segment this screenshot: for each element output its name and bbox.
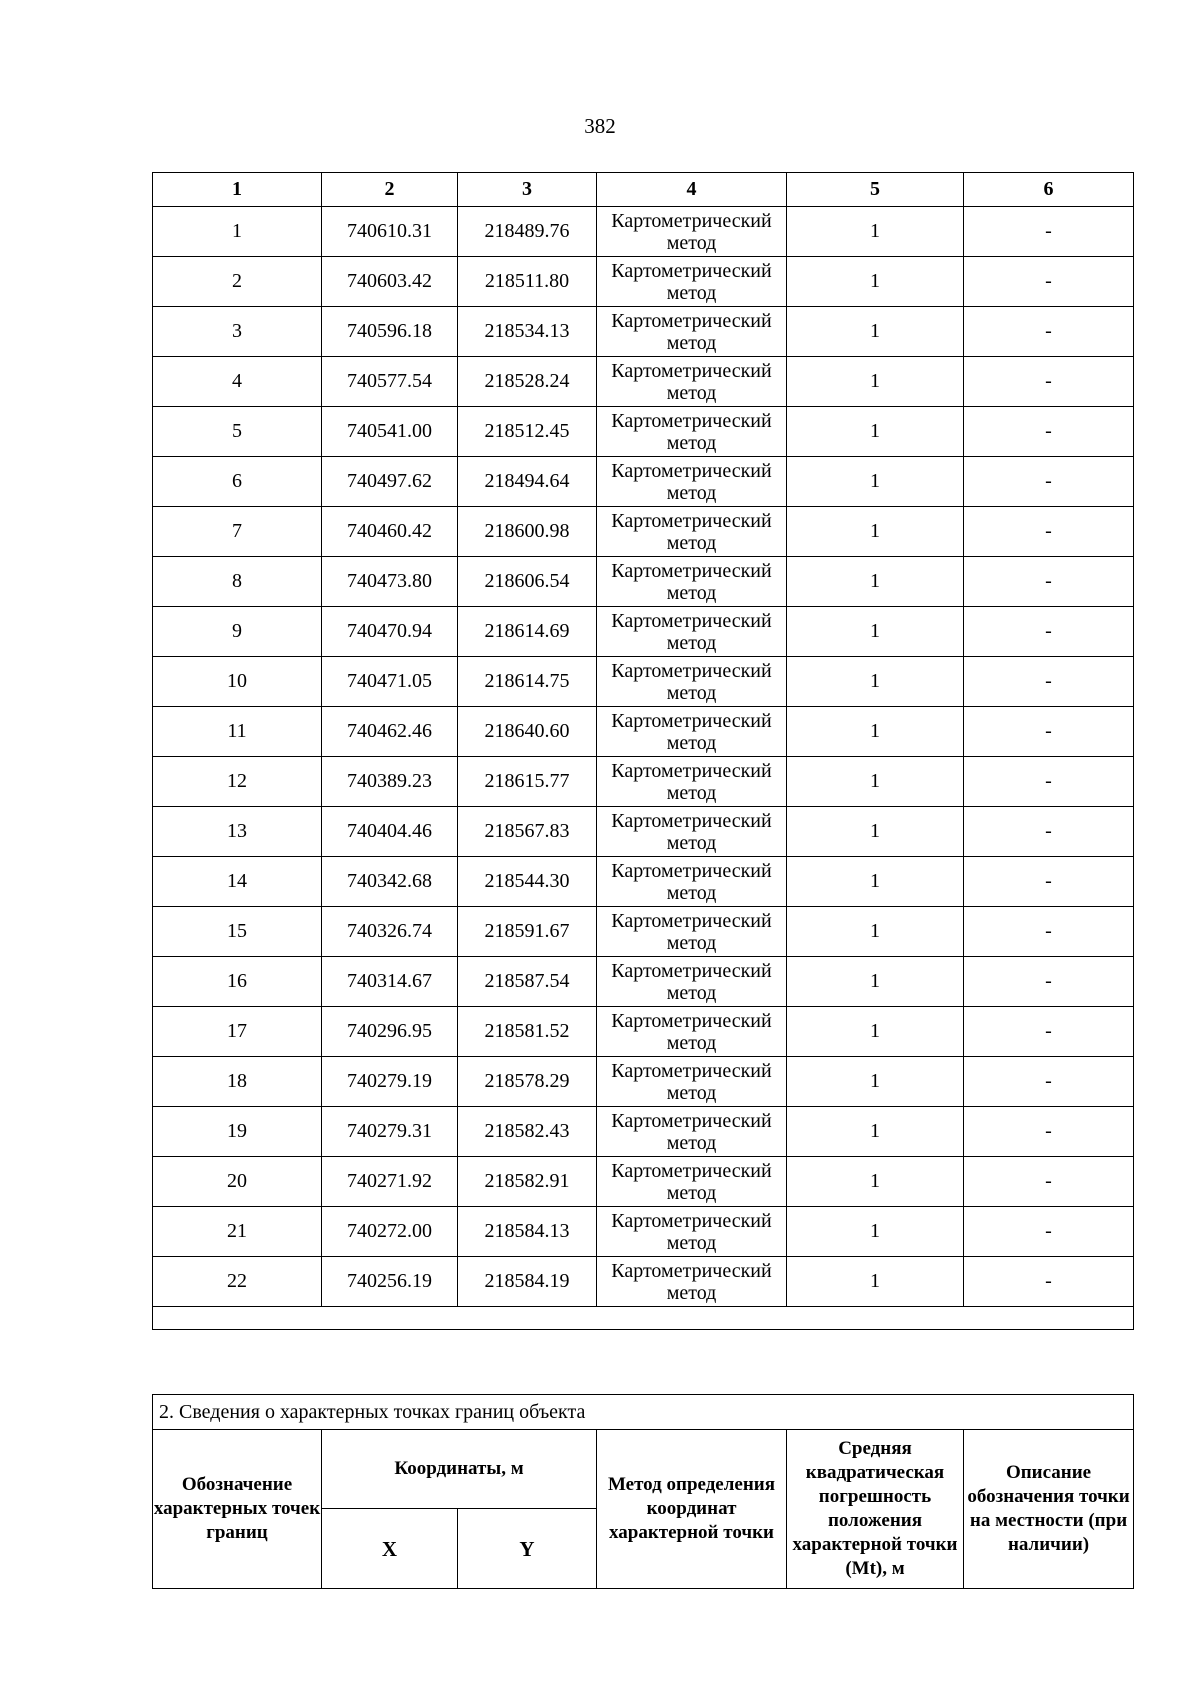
mean-square-error-cell: 1 bbox=[787, 1207, 964, 1257]
section-title: 2. Сведения о характерных точках границ объекта bbox=[153, 1395, 1134, 1430]
description-cell: - bbox=[964, 657, 1134, 707]
method-cell bbox=[597, 607, 787, 657]
boundary-points-table bbox=[152, 1394, 1134, 1589]
y-coordinate-header: Y bbox=[458, 1509, 597, 1589]
description-cell: - bbox=[964, 1107, 1134, 1157]
point-number-cell: 16 bbox=[153, 957, 322, 1007]
y-coordinate-cell: 218494.64 bbox=[458, 457, 597, 507]
y-coordinate-cell: 218606.54 bbox=[458, 557, 597, 607]
point-number-cell: 20 bbox=[153, 1157, 322, 1207]
description-cell: - bbox=[964, 707, 1134, 757]
y-coordinate-cell: 218584.13 bbox=[458, 1207, 597, 1257]
y-coordinate-cell: 218534.13 bbox=[458, 307, 597, 357]
method-cell bbox=[597, 857, 787, 907]
mean-square-error-cell: 1 bbox=[787, 907, 964, 957]
point-number-cell: 22 bbox=[153, 1257, 322, 1307]
description-cell: - bbox=[964, 1257, 1134, 1307]
method-line-2: метод bbox=[666, 681, 717, 704]
table-row bbox=[153, 707, 1134, 757]
description-header: Описание обозначения точки на местности (при наличии) bbox=[964, 1430, 1134, 1589]
method-line-1: Картометрический bbox=[611, 359, 772, 382]
point-number-cell: 5 bbox=[153, 407, 322, 457]
method-line-2: метод bbox=[666, 1031, 717, 1054]
description-cell: - bbox=[964, 1157, 1134, 1207]
mean-square-error-cell: 1 bbox=[787, 1057, 964, 1107]
x-coordinate-cell: 740404.46 bbox=[322, 807, 458, 857]
point-number-cell: 8 bbox=[153, 557, 322, 607]
table-row bbox=[153, 907, 1134, 957]
method-line-1: Картометрический bbox=[611, 759, 772, 782]
table-row bbox=[153, 957, 1134, 1007]
point-number-cell: 10 bbox=[153, 657, 322, 707]
column-number-header: 2 bbox=[322, 173, 458, 207]
y-coordinate-cell: 218581.52 bbox=[458, 1007, 597, 1057]
point-number-cell: 18 bbox=[153, 1057, 322, 1107]
column-number-header: 4 bbox=[597, 173, 787, 207]
point-number-cell: 6 bbox=[153, 457, 322, 507]
method-line-2: метод bbox=[666, 331, 717, 354]
x-coordinate-cell: 740326.74 bbox=[322, 907, 458, 957]
point-number-cell: 12 bbox=[153, 757, 322, 807]
x-coordinate-cell: 740473.80 bbox=[322, 557, 458, 607]
point-number-cell: 14 bbox=[153, 857, 322, 907]
empty-row bbox=[153, 1307, 1134, 1330]
x-coordinate-cell: 740577.54 bbox=[322, 357, 458, 407]
point-number-cell: 21 bbox=[153, 1207, 322, 1257]
method-line-1: Картометрический bbox=[611, 1209, 772, 1232]
x-coordinate-cell: 740541.00 bbox=[322, 407, 458, 457]
table-row bbox=[153, 257, 1134, 307]
method-line-1: Картометрический bbox=[611, 859, 772, 882]
description-cell: - bbox=[964, 957, 1134, 1007]
column-number-header: 5 bbox=[787, 173, 964, 207]
method-cell bbox=[597, 307, 787, 357]
y-coordinate-cell: 218544.30 bbox=[458, 857, 597, 907]
method-line-1: Картометрический bbox=[611, 309, 772, 332]
description-cell: - bbox=[964, 507, 1134, 557]
table-row bbox=[153, 1007, 1134, 1057]
method-line-2: метод bbox=[666, 531, 717, 554]
method-cell bbox=[597, 757, 787, 807]
method-cell bbox=[597, 1007, 787, 1057]
description-cell: - bbox=[964, 307, 1134, 357]
y-coordinate-cell: 218600.98 bbox=[458, 507, 597, 557]
method-cell bbox=[597, 1157, 787, 1207]
method-line-2: метод bbox=[666, 481, 717, 504]
method-line-1: Картометрический bbox=[611, 459, 772, 482]
method-line-2: метод bbox=[666, 581, 717, 604]
x-coordinate-cell: 740471.05 bbox=[322, 657, 458, 707]
y-coordinate-cell: 218512.45 bbox=[458, 407, 597, 457]
description-cell: - bbox=[964, 757, 1134, 807]
method-line-1: Картометрический bbox=[611, 1009, 772, 1032]
table-row bbox=[153, 1257, 1134, 1307]
description-cell: - bbox=[964, 557, 1134, 607]
method-cell bbox=[597, 1207, 787, 1257]
method-header: Метод определения координат характерной точки bbox=[597, 1430, 787, 1589]
method-cell bbox=[597, 707, 787, 757]
y-coordinate-cell: 218511.80 bbox=[458, 257, 597, 307]
coordinates-header: Координаты, м bbox=[322, 1430, 597, 1509]
x-coordinate-cell: 740314.67 bbox=[322, 957, 458, 1007]
mean-square-error-cell: 1 bbox=[787, 307, 964, 357]
x-coordinate-cell: 740256.19 bbox=[322, 1257, 458, 1307]
point-number-cell: 11 bbox=[153, 707, 322, 757]
column-number-header: 1 bbox=[153, 173, 322, 207]
method-cell bbox=[597, 657, 787, 707]
table-row bbox=[153, 1207, 1134, 1257]
table-row bbox=[153, 657, 1134, 707]
method-line-1: Картометрический bbox=[611, 559, 772, 582]
column-number-header: 3 bbox=[458, 173, 597, 207]
method-line-2: метод bbox=[666, 281, 717, 304]
method-cell bbox=[597, 257, 787, 307]
mean-square-error-cell: 1 bbox=[787, 1007, 964, 1057]
method-cell bbox=[597, 1057, 787, 1107]
x-coordinate-cell: 740272.00 bbox=[322, 1207, 458, 1257]
method-cell bbox=[597, 907, 787, 957]
table-row bbox=[153, 1157, 1134, 1207]
x-coordinate-cell: 740296.95 bbox=[322, 1007, 458, 1057]
y-coordinate-cell: 218582.91 bbox=[458, 1157, 597, 1207]
description-cell: - bbox=[964, 257, 1134, 307]
mean-square-error-cell: 1 bbox=[787, 357, 964, 407]
mean-square-error-cell: 1 bbox=[787, 1257, 964, 1307]
point-number-cell: 17 bbox=[153, 1007, 322, 1057]
y-coordinate-cell: 218567.83 bbox=[458, 807, 597, 857]
method-line-1: Картометрический bbox=[611, 1159, 772, 1182]
method-line-1: Картометрический bbox=[611, 1109, 772, 1132]
method-line-1: Картометрический bbox=[611, 659, 772, 682]
table-row bbox=[153, 857, 1134, 907]
point-number-cell: 13 bbox=[153, 807, 322, 857]
x-coordinate-cell: 740389.23 bbox=[322, 757, 458, 807]
point-number-cell: 7 bbox=[153, 507, 322, 557]
page-number: 382 bbox=[584, 114, 616, 138]
method-line-2: метод bbox=[666, 981, 717, 1004]
empty-cell bbox=[153, 1307, 1134, 1330]
mean-square-error-header: Средняя квадратическая погрешность положения характерной точки (Mt), м bbox=[787, 1430, 964, 1589]
y-coordinate-cell: 218528.24 bbox=[458, 357, 597, 407]
column-number-row bbox=[153, 173, 1134, 207]
x-coordinate-cell: 740279.19 bbox=[322, 1057, 458, 1107]
method-cell bbox=[597, 807, 787, 857]
mean-square-error-cell: 1 bbox=[787, 607, 964, 657]
y-coordinate-cell: 218489.76 bbox=[458, 207, 597, 257]
mean-square-error-cell: 1 bbox=[787, 1157, 964, 1207]
point-number-cell: 2 bbox=[153, 257, 322, 307]
method-line-2: метод bbox=[666, 781, 717, 804]
mean-square-error-cell: 1 bbox=[787, 407, 964, 457]
method-cell bbox=[597, 957, 787, 1007]
description-cell: - bbox=[964, 207, 1134, 257]
description-cell: - bbox=[964, 807, 1134, 857]
table-row bbox=[153, 1107, 1134, 1157]
method-cell bbox=[597, 407, 787, 457]
method-line-2: метод bbox=[666, 381, 717, 404]
mean-square-error-cell: 1 bbox=[787, 257, 964, 307]
y-coordinate-cell: 218584.19 bbox=[458, 1257, 597, 1307]
method-cell bbox=[597, 1107, 787, 1157]
x-coordinate-cell: 740460.42 bbox=[322, 507, 458, 557]
x-coordinate-cell: 740342.68 bbox=[322, 857, 458, 907]
y-coordinate-cell: 218578.29 bbox=[458, 1057, 597, 1107]
column-number-header: 6 bbox=[964, 173, 1134, 207]
table-row bbox=[153, 557, 1134, 607]
method-line-2: метод bbox=[666, 931, 717, 954]
y-coordinate-cell: 218614.69 bbox=[458, 607, 597, 657]
method-line-1: Картометрический bbox=[611, 509, 772, 532]
description-cell: - bbox=[964, 1057, 1134, 1107]
method-line-1: Картометрический bbox=[611, 709, 772, 732]
description-cell: - bbox=[964, 357, 1134, 407]
table-row bbox=[153, 807, 1134, 857]
point-number-cell: 9 bbox=[153, 607, 322, 657]
table-row bbox=[153, 757, 1134, 807]
y-coordinate-cell: 218591.67 bbox=[458, 907, 597, 957]
mean-square-error-cell: 1 bbox=[787, 707, 964, 757]
method-line-1: Картометрический bbox=[611, 409, 772, 432]
y-coordinate-cell: 218615.77 bbox=[458, 757, 597, 807]
y-coordinate-cell: 218587.54 bbox=[458, 957, 597, 1007]
method-line-2: метод bbox=[666, 1231, 717, 1254]
method-line-1: Картометрический bbox=[611, 959, 772, 982]
method-cell bbox=[597, 457, 787, 507]
table-row bbox=[153, 1057, 1134, 1107]
method-line-1: Картометрический bbox=[611, 1259, 772, 1282]
y-coordinate-cell: 218614.75 bbox=[458, 657, 597, 707]
coordinates-table bbox=[152, 172, 1134, 1330]
method-line-2: метод bbox=[666, 1081, 717, 1104]
table-row bbox=[153, 457, 1134, 507]
method-line-1: Картометрический bbox=[611, 909, 772, 932]
table-row bbox=[153, 407, 1134, 457]
x-coordinate-cell: 740462.46 bbox=[322, 707, 458, 757]
mean-square-error-cell: 1 bbox=[787, 507, 964, 557]
method-line-2: метод bbox=[666, 1131, 717, 1154]
table-row bbox=[153, 507, 1134, 557]
x-coordinate-cell: 740497.62 bbox=[322, 457, 458, 507]
method-line-1: Картометрический bbox=[611, 259, 772, 282]
x-coordinate-cell: 740470.94 bbox=[322, 607, 458, 657]
mean-square-error-cell: 1 bbox=[787, 207, 964, 257]
method-line-1: Картометрический bbox=[611, 1059, 772, 1082]
x-coordinate-cell: 740596.18 bbox=[322, 307, 458, 357]
point-number-cell: 3 bbox=[153, 307, 322, 357]
description-cell: - bbox=[964, 457, 1134, 507]
mean-square-error-cell: 1 bbox=[787, 557, 964, 607]
description-cell: - bbox=[964, 907, 1134, 957]
method-line-2: метод bbox=[666, 1181, 717, 1204]
mean-square-error-cell: 1 bbox=[787, 457, 964, 507]
designation-header: Обозначение характерных точек границ bbox=[153, 1430, 322, 1589]
mean-square-error-cell: 1 bbox=[787, 757, 964, 807]
point-number-cell: 1 bbox=[153, 207, 322, 257]
mean-square-error-cell: 1 bbox=[787, 857, 964, 907]
description-cell: - bbox=[964, 607, 1134, 657]
method-line-2: метод bbox=[666, 731, 717, 754]
method-line-1: Картометрический bbox=[611, 209, 772, 232]
method-cell bbox=[597, 557, 787, 607]
table-row bbox=[153, 307, 1134, 357]
mean-square-error-cell: 1 bbox=[787, 957, 964, 1007]
point-number-cell: 4 bbox=[153, 357, 322, 407]
method-cell bbox=[597, 507, 787, 557]
method-cell bbox=[597, 357, 787, 407]
description-cell: - bbox=[964, 857, 1134, 907]
y-coordinate-cell: 218640.60 bbox=[458, 707, 597, 757]
method-line-2: метод bbox=[666, 831, 717, 854]
method-line-2: метод bbox=[666, 881, 717, 904]
x-coordinate-cell: 740271.92 bbox=[322, 1157, 458, 1207]
method-cell bbox=[597, 207, 787, 257]
y-coordinate-cell: 218582.43 bbox=[458, 1107, 597, 1157]
method-cell bbox=[597, 1257, 787, 1307]
table-row bbox=[153, 357, 1134, 407]
method-line-2: метод bbox=[666, 631, 717, 654]
x-coordinate-cell: 740279.31 bbox=[322, 1107, 458, 1157]
description-cell: - bbox=[964, 1007, 1134, 1057]
method-line-2: метод bbox=[666, 431, 717, 454]
method-line-1: Картометрический bbox=[611, 609, 772, 632]
table-row bbox=[153, 607, 1134, 657]
x-coordinate-header: X bbox=[322, 1509, 458, 1589]
point-number-cell: 15 bbox=[153, 907, 322, 957]
table-row bbox=[153, 207, 1134, 257]
mean-square-error-cell: 1 bbox=[787, 657, 964, 707]
mean-square-error-cell: 1 bbox=[787, 1107, 964, 1157]
description-cell: - bbox=[964, 1207, 1134, 1257]
point-number-cell: 19 bbox=[153, 1107, 322, 1157]
method-line-2: метод bbox=[666, 1281, 717, 1304]
method-line-2: метод bbox=[666, 231, 717, 254]
x-coordinate-cell: 740610.31 bbox=[322, 207, 458, 257]
description-cell: - bbox=[964, 407, 1134, 457]
method-line-1: Картометрический bbox=[611, 809, 772, 832]
x-coordinate-cell: 740603.42 bbox=[322, 257, 458, 307]
mean-square-error-cell: 1 bbox=[787, 807, 964, 857]
